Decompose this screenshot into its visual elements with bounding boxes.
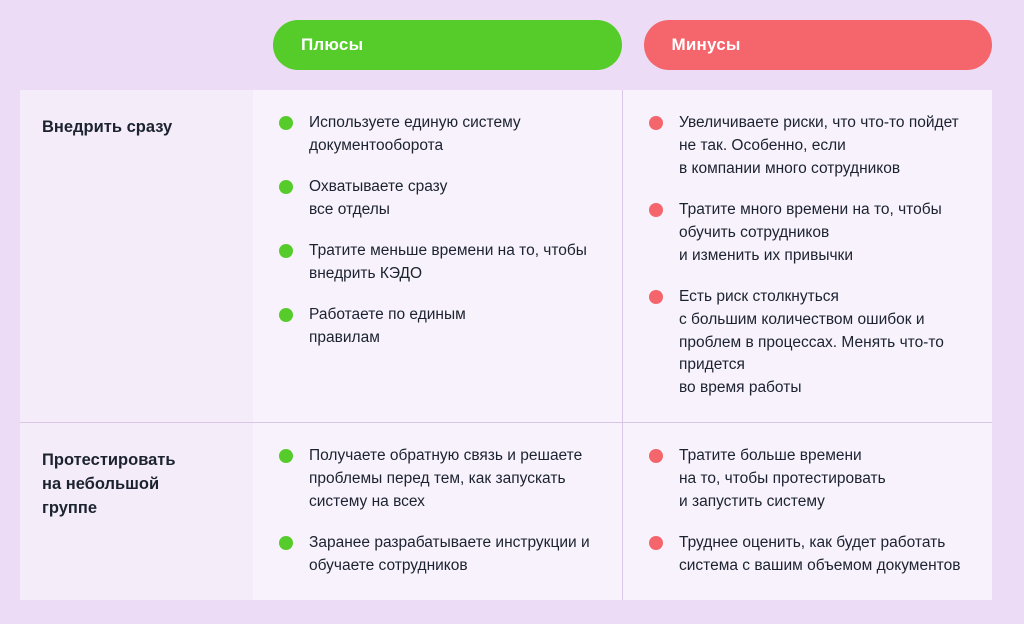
list-item	[279, 532, 598, 578]
comparison-table	[20, 90, 992, 600]
bullet-red-icon	[649, 449, 663, 463]
list-item	[649, 199, 968, 268]
list-item	[649, 112, 968, 181]
bullet-red-icon	[649, 203, 663, 217]
row-label: Протестировать на небольшой группе	[20, 422, 253, 600]
bullet-green-icon	[279, 244, 293, 258]
list-item	[279, 176, 598, 222]
list-item-text: Тратите много времени на то, чтобы обучить сотрудников и изменить их привычки	[679, 200, 942, 264]
list-item-text: Используете единую систему документооборота	[309, 114, 521, 154]
table-row	[20, 422, 992, 600]
list-item-text: Есть риск столкнуться с большим количеством ошибок и проблем в процессах. Менять что-то придется во время работы	[679, 287, 944, 397]
bullet-green-icon	[279, 308, 293, 322]
list-item-text: Тратите больше времени на то, чтобы протестировать и запустить систему	[679, 447, 886, 511]
pros-header-label: Плюсы	[301, 35, 364, 54]
bullet-green-icon	[279, 116, 293, 130]
list-item-text: Охватываете сразу все отделы	[309, 177, 448, 218]
bullet-green-icon	[279, 449, 293, 463]
list-item	[649, 286, 968, 401]
header-row	[273, 20, 992, 70]
list-item-text: Получаете обратную связь и решаете проблемы перед тем, как запускать систему на всех	[309, 447, 583, 511]
list-item	[279, 240, 598, 286]
pros-header-pill	[273, 20, 622, 70]
list-item	[649, 445, 968, 514]
list-item-text: Увеличиваете риски, что что-то пойдет не так. Особенно, если в компании много сотрудников	[679, 114, 959, 177]
bullet-red-icon	[649, 290, 663, 304]
list-item	[279, 112, 598, 158]
bullet-green-icon	[279, 180, 293, 194]
bullet-red-icon	[649, 116, 663, 130]
row-pros-list	[253, 90, 623, 422]
bullet-red-icon	[649, 536, 663, 550]
list-item-text: Труднее оценить, как будет работать система с вашим объемом документов	[679, 534, 961, 575]
list-item	[279, 445, 598, 514]
row-cons-list	[623, 422, 992, 600]
list-item-text: Заранее разрабатываете инструкции и обучаете сотрудников	[309, 534, 590, 575]
row-cons-list	[623, 90, 992, 422]
row-label: Внедрить сразу	[20, 90, 253, 422]
table-row	[20, 90, 992, 422]
bullet-green-icon	[279, 536, 293, 550]
list-item-text: Тратите меньше времени на то, чтобы внедрить КЭДО	[309, 241, 587, 282]
cons-header-label: Минусы	[671, 35, 741, 54]
row-pros-list	[253, 422, 623, 600]
list-item	[649, 532, 968, 578]
list-item	[279, 304, 598, 350]
list-item-text: Работаете по единым правилам	[309, 305, 466, 346]
cons-header-pill	[644, 20, 993, 70]
